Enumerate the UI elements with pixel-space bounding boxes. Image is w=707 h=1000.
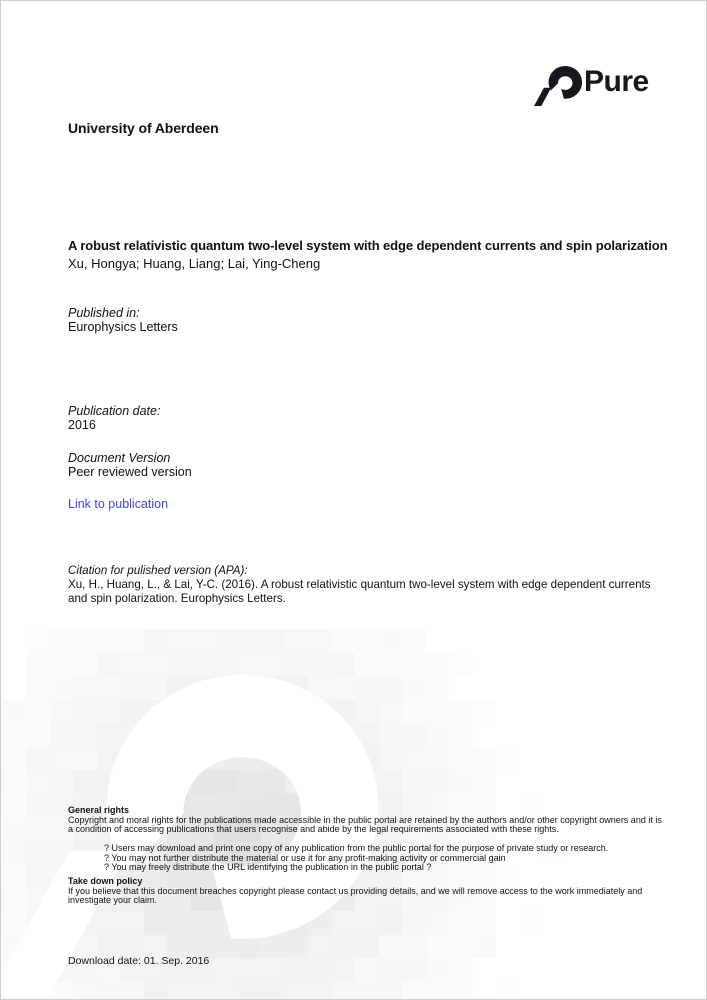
rights-bullet-list: [104, 844, 674, 873]
publication-title: A robust relativistic quantum two-level system with edge dependent currents and spin polarization: [68, 238, 668, 253]
watermark-mosaic-cell: [379, 676, 403, 700]
watermark-mosaic-cell: [449, 700, 473, 724]
watermark-mosaic-cell: [449, 958, 473, 982]
watermark-mosaic-cell: [402, 629, 426, 653]
watermark-mosaic-cell: [426, 723, 450, 747]
watermark-mosaic-cell: [402, 700, 426, 724]
watermark-mosaic-cell: [449, 770, 473, 794]
watermark-mosaic-cell: [214, 629, 238, 653]
watermark-mosaic-cell: [402, 723, 426, 747]
document-version-label: Document Version: [68, 451, 171, 465]
watermark-mosaic-cell: [426, 653, 450, 677]
watermark-mosaic-cell: [449, 747, 473, 771]
watermark-mosaic-cell: [191, 629, 215, 653]
watermark-mosaic-cell: [449, 653, 473, 677]
watermark-mosaic-cell: [426, 747, 450, 771]
take-down-policy-section: [68, 877, 668, 906]
watermark-mosaic-cell: [473, 911, 497, 935]
rights-bullet: ? You may freely distribute the URL identifying the publication in the public portal ?: [104, 862, 432, 872]
watermark-mosaic-cell: [73, 629, 97, 653]
watermark-mosaic-cell: [496, 982, 520, 1000]
watermark-mosaic-cell: [402, 653, 426, 677]
watermark-mosaic-cell: [426, 911, 450, 935]
watermark-mosaic-cell: [379, 700, 403, 724]
general-rights-text: Copyright and moral rights for the publications made accessible in the public portal are retained by the authors and/or other copyright owners and it is a condition of accessing publications that users recognise and abide by the legal requirements associated with these rights.: [68, 814, 662, 834]
watermark-mosaic-cell: [167, 629, 191, 653]
watermark-mosaic-cell: [402, 982, 426, 1000]
watermark-mosaic-cell: [473, 700, 497, 724]
watermark-mosaic-cell: [426, 982, 450, 1000]
watermark-mosaic-cell: [379, 629, 403, 653]
link-to-publication[interactable]: Link to publication: [68, 497, 169, 511]
watermark-mosaic-cell: [261, 629, 285, 653]
watermark-mosaic-cell: [379, 935, 403, 959]
watermark-mosaic-cell: [402, 747, 426, 771]
citation-text: Xu, H., Huang, L., & Lai, Y-C. (2016). A robust relativistic quantum two-level system with edge dependent currents and spin polarization. Europhysics Letters.: [68, 578, 651, 605]
publication-authors: Xu, Hongya; Huang, Liang; Lai, Ying-Cheng: [68, 256, 321, 271]
watermark-mosaic-cell: [355, 629, 379, 653]
publication-date-value: 2016: [68, 418, 96, 432]
watermark-mosaic-cell: [26, 629, 50, 653]
download-date: Download date: 01. Sep. 2016: [68, 955, 210, 967]
watermark-mosaic-cell: [426, 700, 450, 724]
rights-bullet: ? You may not further distribute the material or use it for any profit-making activity or commercial gain: [104, 852, 506, 863]
watermark-mosaic-cell: [402, 770, 426, 794]
published-in-label: Published in:: [68, 306, 140, 320]
document-version-section: [68, 451, 192, 479]
watermark-mosaic-cell: [144, 629, 168, 653]
watermark-mosaic-cell: [449, 723, 473, 747]
citation-section: [68, 564, 660, 606]
publication-date-label: Publication date:: [68, 404, 161, 418]
watermark-mosaic-cell: [332, 629, 356, 653]
watermark-mosaic-cell: [402, 676, 426, 700]
general-rights-section: [68, 806, 668, 835]
watermark-mosaic-cell: [426, 935, 450, 959]
published-in-section: [68, 306, 178, 334]
watermark-mosaic-cell: [50, 629, 74, 653]
watermark-mosaic-cell: [379, 770, 403, 794]
watermark-mosaic-cell: [426, 676, 450, 700]
document-version-value: Peer reviewed version: [68, 465, 192, 479]
watermark-mosaic-cell: [238, 629, 262, 653]
watermark-mosaic-cell: [449, 911, 473, 935]
watermark-mosaic-cell: [379, 723, 403, 747]
watermark-mosaic-cell: [379, 982, 403, 1000]
take-down-policy-text: If you believe that this document breaches copyright please contact us providing details, and we will remove access to the work immediately and investigate your claim.: [68, 885, 643, 905]
watermark-mosaic-cell: [426, 958, 450, 982]
rights-bullet: ? Users may download and print one copy of any publication from the public portal for the purpose of private study or research.: [104, 843, 609, 853]
general-rights-heading: General rights: [68, 805, 130, 815]
publication-date-section: [68, 404, 160, 432]
watermark-mosaic-cell: [520, 911, 544, 935]
watermark-mosaic-cell: [473, 747, 497, 771]
watermark-mosaic-cell: [473, 770, 497, 794]
watermark-mosaic-cell: [379, 653, 403, 677]
watermark-mosaic-cell: [402, 958, 426, 982]
watermark-mosaic-cell: [473, 935, 497, 959]
pure-logo-wordmark: Pure: [584, 65, 649, 98]
watermark-mosaic-cell: [308, 629, 332, 653]
pure-logo-icon: [534, 65, 582, 106]
watermark-mosaic-cell: [120, 629, 144, 653]
watermark-mosaic-cell: [379, 958, 403, 982]
watermark-mosaic-cell: [449, 935, 473, 959]
watermark-mosaic-cell: [449, 982, 473, 1000]
pure-logo: [534, 64, 664, 108]
published-in-value: Europhysics Letters: [68, 320, 178, 334]
watermark-mosaic-cell: [496, 747, 520, 771]
watermark-mosaic-cell: [379, 747, 403, 771]
watermark-mosaic-cell: [97, 629, 121, 653]
institution-name: University of Aberdeen: [68, 120, 219, 136]
watermark-mosaic-cell: [285, 629, 309, 653]
watermark-mosaic-cell: [402, 935, 426, 959]
citation-label: Citation for pulished version (APA):: [68, 564, 248, 577]
watermark-mosaic-cell: [402, 911, 426, 935]
watermark-mosaic-cell: [426, 770, 450, 794]
take-down-policy-heading: Take down policy: [68, 876, 143, 886]
watermark-mosaic-cell: [379, 911, 403, 935]
publication-header: [68, 238, 707, 272]
